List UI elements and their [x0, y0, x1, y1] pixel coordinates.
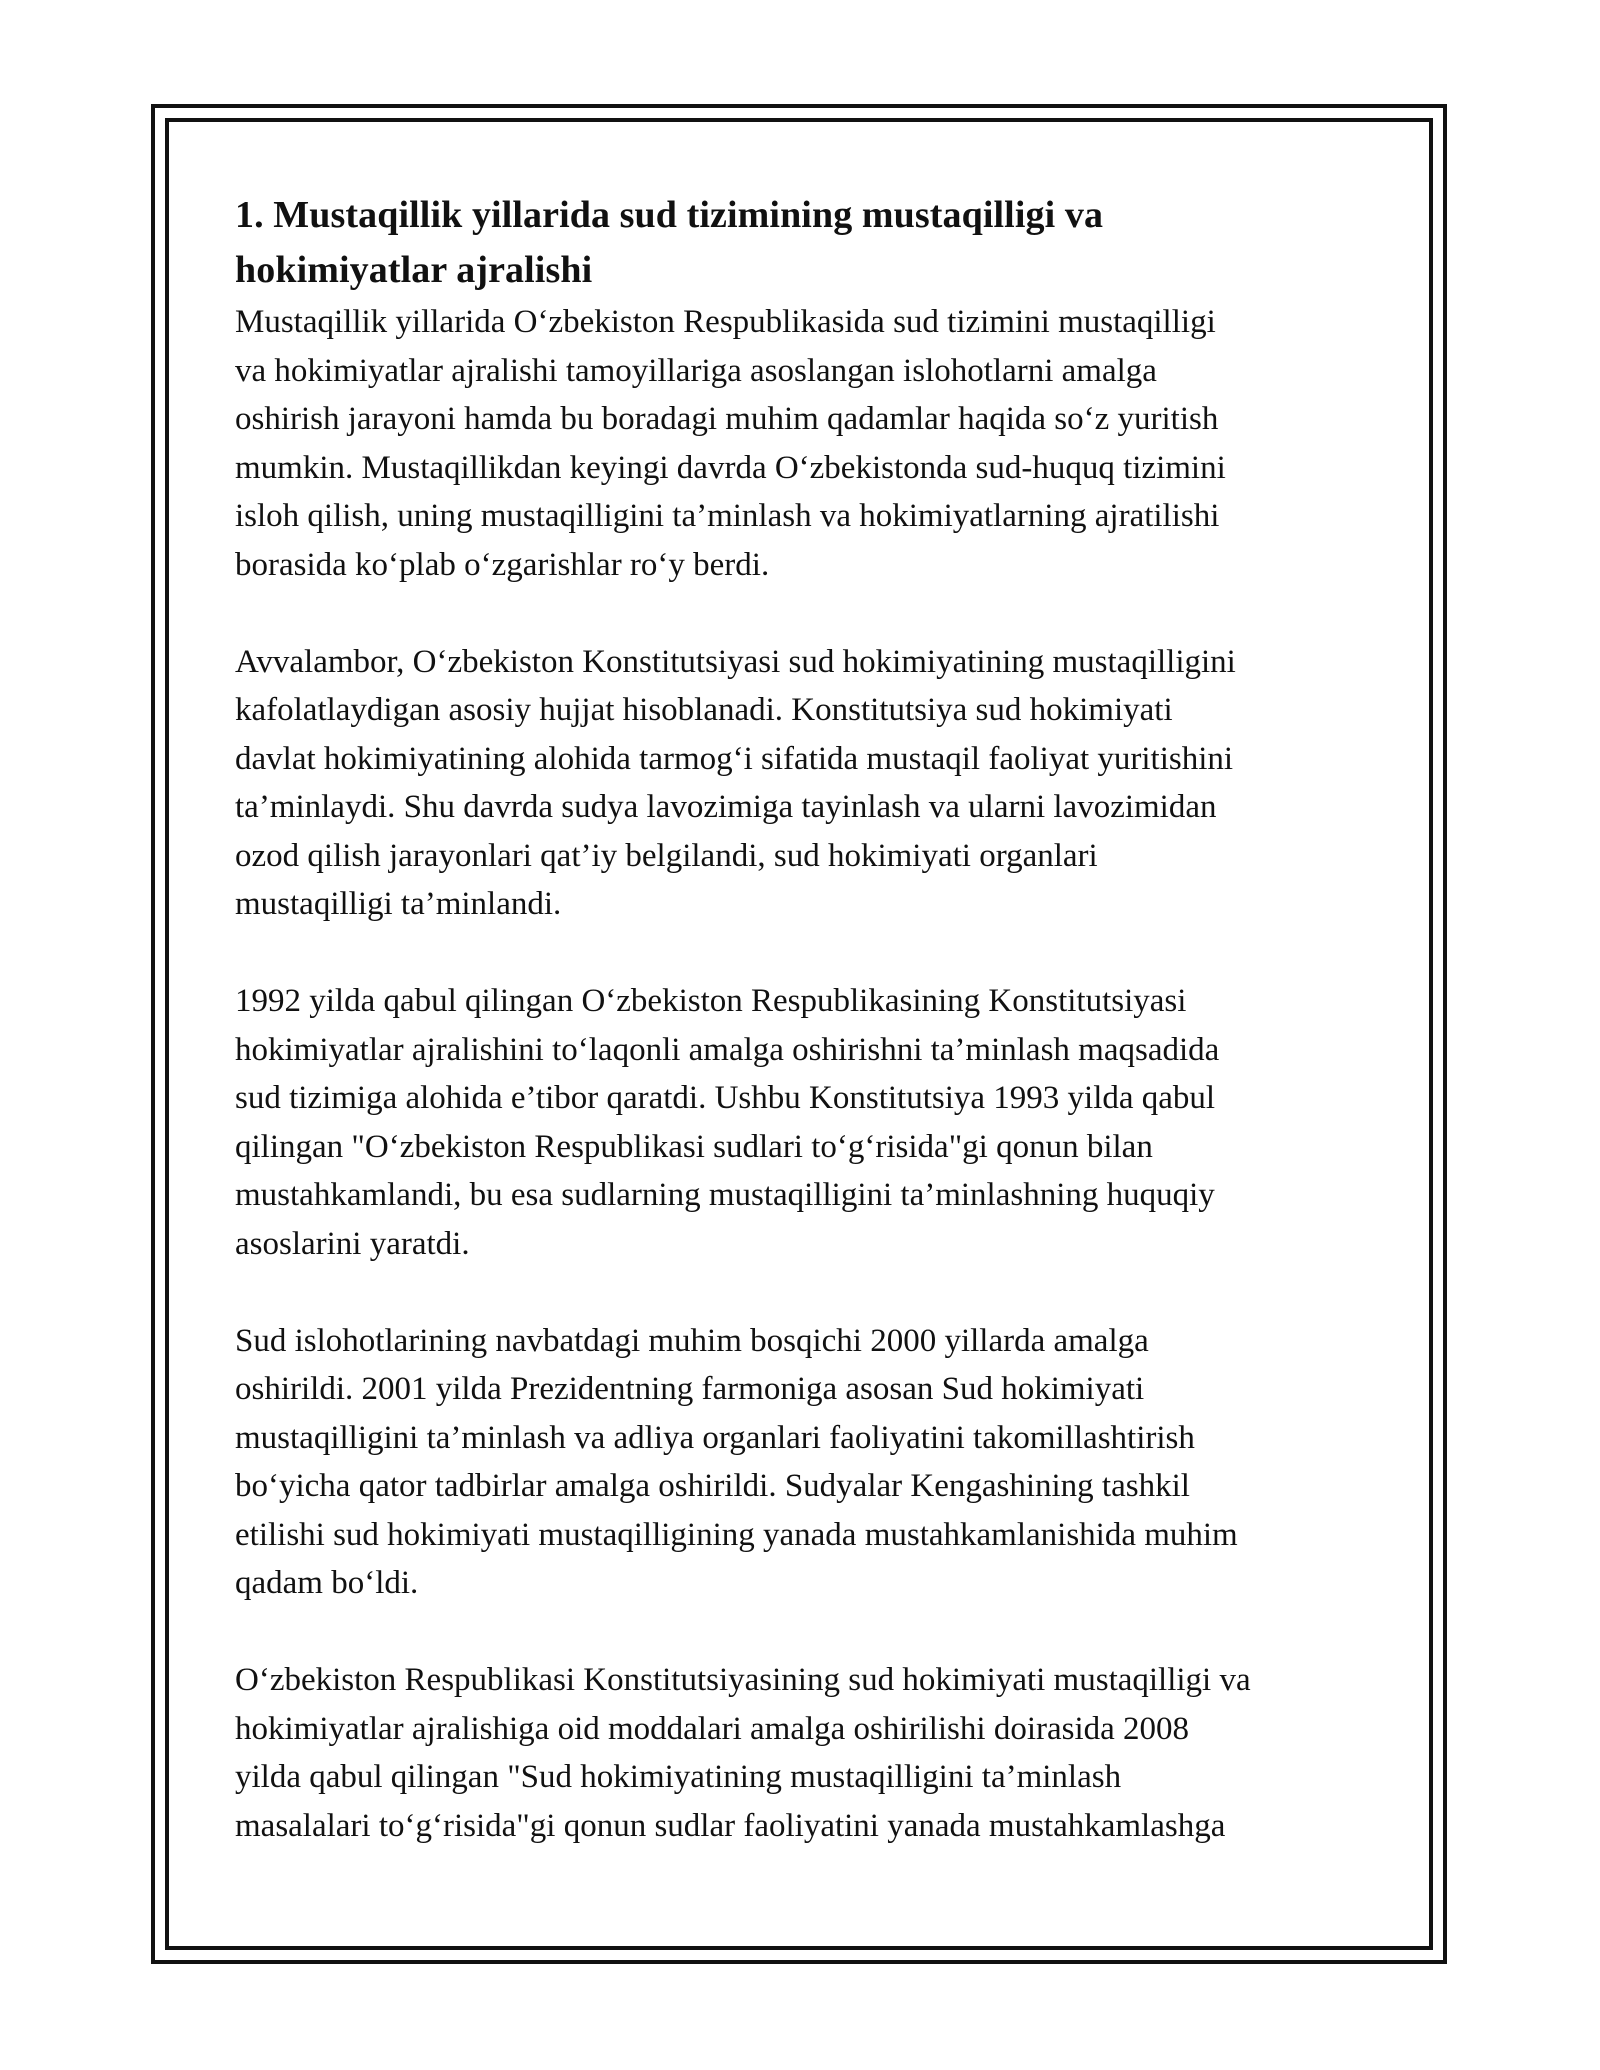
paragraph-line: kafolatlaydigan asosiy hujjat hisoblanadi. Konstitutsiya sud hokimiyati [235, 692, 1173, 728]
paragraph-line: borasida ko‘plab o‘zgarishlar ro‘y berdi. [235, 546, 770, 583]
paragraph-line: etilishi sud hokimiyati mustaqilligining yanada mustahkamlanishida muhim [235, 1516, 1238, 1553]
paragraph-line: mumkin. Mustaqillikdan keyingi davrda O‘zbekistonda sud-huquq tizimini [235, 449, 1226, 486]
paragraph-line: bo‘yicha qator tadbirlar amalga oshirildi. Sudyalar Kengashining tashkil [235, 1468, 1190, 1504]
paragraph-line: sud tizimiga alohida e’tibor qaratdi. Ushbu Konstitutsiya 1993 yilda qabul [235, 1080, 1216, 1116]
paragraph-line: ozod qilish jarayonlari qat’iy belgilandi, sud hokimiyati organlari [235, 837, 1098, 874]
paragraph-line: Sud islohotlarining navbatdagi muhim bosqichi 2000 yillarda amalga [235, 1322, 1149, 1359]
paragraph-line: hokimiyatlar ajralishini to‘laqonli amalga oshirishni ta’minlash maqsadida [235, 1031, 1220, 1068]
paragraph-line: oshirish jarayoni hamda bu boradagi muhim qadamlar haqida so‘z yuritish [235, 401, 1219, 437]
heading-line: hokimiyatlar ajralishi [235, 249, 593, 291]
paragraph-line: mustahkamlandi, bu esa sudlarning mustaqilligini ta’minlashning huquqiy [235, 1177, 1215, 1213]
paragraph-line: va hokimiyatlar ajralishi tamoyillariga asoslangan islohotlarni amalga [235, 352, 1157, 389]
paragraph [235, 638, 1375, 929]
heading-line: 1. Mustaqillik yillarida sud tizimining mustaqilligi va [235, 194, 1104, 236]
paragraph-line: mustaqilligini ta’minlash va adliya organlari faoliyatini takomillashtirish [235, 1419, 1195, 1456]
paragraph-line: oshirildi. 2001 yilda Prezidentning farmoniga asosan Sud hokimiyati [235, 1371, 1145, 1407]
paragraph-line: isloh qilish, uning mustaqilligini ta’minlash va hokimiyatlarning ajratilishi [235, 498, 1220, 534]
section-heading [235, 188, 1375, 298]
paragraph-line: davlat hokimiyatining alohida tarmog‘i sifatida mustaqil faoliyat yuritishini [235, 740, 1234, 777]
paragraph-line: hokimiyatlar ajralishiga oid moddalari amalga oshirilishi doirasida 2008 [235, 1710, 1190, 1747]
paragraph-list [235, 298, 1375, 1850]
paragraph-line: Avvalambor, O‘zbekiston Konstitutsiyasi sud hokimiyatining mustaqilligini [235, 643, 1236, 680]
paragraph [235, 298, 1375, 589]
paragraph-line: qadam bo‘ldi. [235, 1565, 419, 1601]
paragraph-line: masalalari to‘g‘risida"gi qonun sudlar faoliyatini yanada mustahkamlashga [235, 1807, 1226, 1844]
paragraph-line: qilingan "O‘zbekiston Respublikasi sudlari to‘g‘risida"gi qonun bilan [235, 1128, 1153, 1165]
paragraph [235, 1317, 1375, 1608]
paragraph-line: 1992 yilda qabul qilingan O‘zbekiston Respublikasining Konstitutsiyasi [235, 983, 1187, 1019]
paragraph-line: mustaqilligi ta’minlandi. [235, 886, 562, 922]
paragraph-line: yilda qabul qilingan "Sud hokimiyatining mustaqilligini ta’minlash [235, 1759, 1122, 1795]
paragraph-line: asoslarini yaratdi. [235, 1225, 470, 1262]
paragraph [235, 977, 1375, 1268]
paragraph-line: Mustaqillik yillarida O‘zbekiston Respublikasida sud tizimini mustaqilligi [235, 304, 1216, 340]
paragraph [235, 1656, 1375, 1850]
paragraph-line: ta’minlaydi. Shu davrda sudya lavozimiga tayinlash va ularni lavozimidan [235, 789, 1217, 825]
paragraph-line: O‘zbekiston Respublikasi Konstitutsiyasining sud hokimiyati mustaqilligi va [235, 1662, 1251, 1698]
document-body [235, 188, 1375, 1850]
